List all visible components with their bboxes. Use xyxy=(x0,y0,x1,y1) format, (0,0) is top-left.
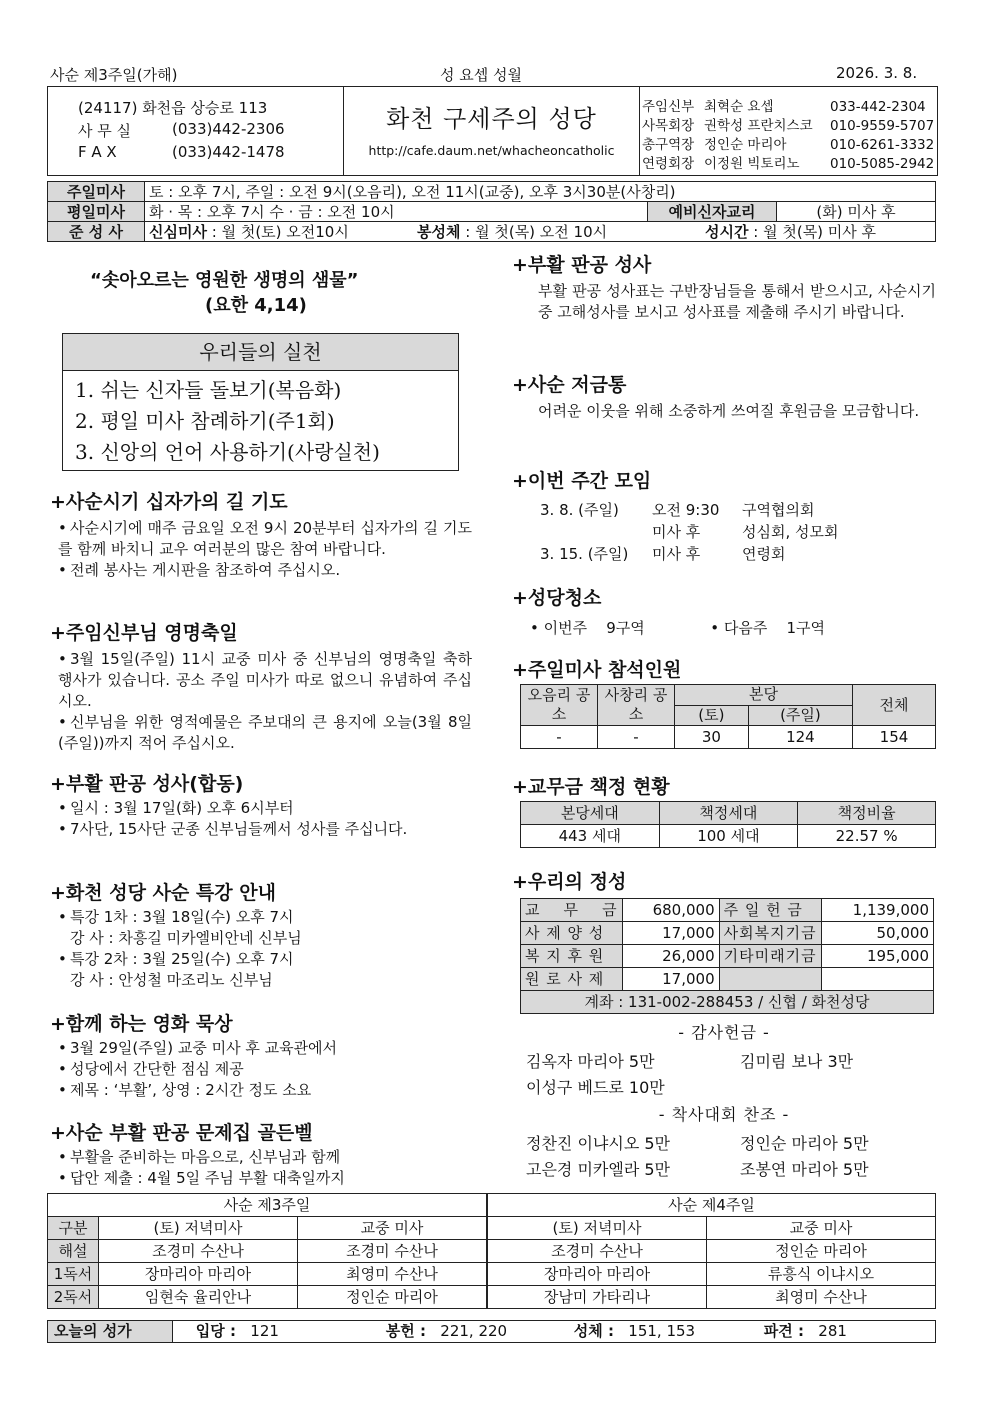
staff-role: 주임신부 xyxy=(642,99,695,115)
offering-amount: 195,000 xyxy=(821,945,933,968)
offering-amount: 17,000 xyxy=(622,922,719,945)
offering-amount: 680,000 xyxy=(622,899,719,922)
roster-col-sat: (토) 저녁미사 xyxy=(99,1217,298,1240)
roster-person: 최영미 수산나 xyxy=(707,1286,936,1309)
section-item: 강 사 : 차흥길 미카엘비안네 신부님 xyxy=(70,929,302,947)
catechumen-label: 예비신자교리 xyxy=(648,202,777,222)
right-offering xyxy=(512,867,936,894)
staff-phone: 010-9559-5707 xyxy=(830,118,935,134)
offering-amount: 1,139,000 xyxy=(821,899,933,922)
offering-label: 기타미래기금 xyxy=(719,945,821,968)
roster-col-main: 교중 미사 xyxy=(298,1217,488,1240)
roster-role: 1독서 xyxy=(48,1263,99,1286)
roster-col-sat: (토) 저녁미사 xyxy=(487,1217,707,1240)
section-title: 부활 판공 성사 xyxy=(527,254,652,276)
right-confession xyxy=(512,250,936,323)
meeting-date: 3. 15. (주일) xyxy=(540,545,629,563)
mass-schedule-table xyxy=(47,181,936,242)
fax-label: F A X xyxy=(78,143,117,161)
cross-icon: + xyxy=(512,470,528,492)
cross-icon: + xyxy=(512,374,528,396)
roster-table xyxy=(47,1193,936,1309)
section-title: 부활 판공 성사(합동) xyxy=(65,773,244,795)
hymn-communion: 151, 153 xyxy=(628,1322,696,1340)
section-item: 답안 제출 : 4월 5일 주님 부활 대축일까지 xyxy=(70,1169,345,1187)
dues-header: 책정비율 xyxy=(798,802,936,825)
offering-amount: 26,000 xyxy=(622,945,719,968)
section-item: 부활을 준비하는 마음으로, 신부님과 함께 xyxy=(70,1148,341,1166)
thanks-donor: 김옥자 마리아 5만 xyxy=(526,1052,655,1071)
attendance-table xyxy=(520,684,936,749)
week3-header: 사순 제3주일 xyxy=(48,1194,488,1217)
value-sunday: 124 xyxy=(748,726,852,749)
section-item: 일시 : 3월 17일(화) 오후 6시부터 xyxy=(70,799,294,817)
section-title: 사순시기 십자가의 길 기도 xyxy=(65,491,288,513)
practice-title: 우리들의 실천 xyxy=(63,334,458,371)
roster-person: 조경미 수산나 xyxy=(99,1240,298,1263)
section-item: 제목 : ‘부활’, 상영 : 2시간 정도 소요 xyxy=(70,1081,312,1099)
hymns-title: 오늘의 성가 xyxy=(48,1321,173,1342)
cleaning-this-area: 9구역 xyxy=(606,619,645,637)
hymn-entry-label: 입당 : xyxy=(195,1322,236,1340)
staff-phone: 033-442-2304 xyxy=(830,99,926,115)
section-title: 이번 주간 모임 xyxy=(527,470,652,492)
confession-text: 부활 판공 성사표는 구반장님들을 통해서 받으시고, 사순시기 중 고해성사를 보시고 성사표를 제출해 주시기 바랍니다. xyxy=(538,282,936,321)
announcement-confession: +부활 판공 성사(합동) • 일시 : 3월 17일(화) 오후 6시부터 • 7사단, 15사단 군종 신부님들께서 성사를 주십니다. xyxy=(50,773,408,838)
dues-table xyxy=(520,801,936,848)
section-item: 특강 2차 : 3월 25일(수) 오후 7시 xyxy=(70,950,294,968)
prep-item-text: : 월 첫(목) 오전 10시 xyxy=(465,222,608,241)
meeting-date: 3. 8. (주일) xyxy=(540,501,619,519)
cross-icon: + xyxy=(512,871,528,893)
prep-sacrament-row xyxy=(145,222,936,242)
hymns-bar xyxy=(47,1320,936,1343)
quote-reference: (요한 4,14) xyxy=(205,295,307,316)
section-title: 사순 저금통 xyxy=(527,374,627,396)
section-item: 3월 15일(주일) 11시 교중 미사 중 신부님의 영명축일 축하 행사가 있습니다. 공소 주일 미사가 따로 없으니 유념하여 주십시오. xyxy=(58,650,472,710)
church-url[interactable]: http://cafe.daum.net/whacheoncatholic xyxy=(368,143,615,158)
right-meetings xyxy=(512,466,936,565)
cross-icon: + xyxy=(50,491,66,513)
sponsor-donor: 조봉연 마리아 5만 xyxy=(740,1160,869,1179)
savings-text: 어려운 이웃을 위해 소중하게 쓰여질 후원금을 모금합니다. xyxy=(538,402,920,420)
meeting-name: 성심회, 성모회 xyxy=(742,523,839,541)
prep-sacrament-label: 준 성 사 xyxy=(48,222,145,242)
practice-box xyxy=(62,333,459,471)
roster-row xyxy=(48,1240,936,1263)
right-savings xyxy=(512,370,936,422)
church-name: 화천 구세주의 성당 xyxy=(386,105,597,133)
section-item: 신부님을 위한 영적예물은 주보대의 큰 용지에 오늘(3월 8일(주일))까지 적어 주십시오. xyxy=(58,713,472,752)
offering-label: 사 제 양 성 xyxy=(521,922,623,945)
value-saturday: 30 xyxy=(675,726,749,749)
offering-row xyxy=(521,899,934,922)
section-title: 화천 성당 사순 특강 안내 xyxy=(65,882,276,904)
sunday-mass-times: 토 : 오후 7시, 주일 : 오전 9시(오음리), 오전 11시(교중), 오후 3시30분(사창리) xyxy=(145,182,936,202)
announcement-lecture: +화천 성당 사순 특강 안내 • 특강 1차 : 3월 18일(수) 오후 7시 강 사 : 차흥길 미카엘비안네 신부님 • 특강 2차 : 3월 25일(수) 오후 7시 강 사 : 안성철 마조리노 신부님 xyxy=(50,882,302,989)
office-label: 사 무 실 xyxy=(78,122,132,140)
cross-icon: + xyxy=(512,587,528,609)
header-main-parish: 본당 xyxy=(675,685,853,706)
cross-icon: + xyxy=(512,776,528,798)
header-saturday: (토) xyxy=(675,705,749,726)
staff-phone: 010-5085-2942 xyxy=(830,156,935,172)
cleaning-next-label: 다음주 xyxy=(723,619,768,637)
cleaning-next-area: 1구역 xyxy=(786,619,825,637)
hymn-offertory: 221, 220 xyxy=(440,1322,508,1340)
announcement-movie: +함께 하는 영화 묵상 • 3월 29일(주일) 교중 미사 후 교육관에서 • 성당에서 간단한 점심 제공 • 제목 : ‘부활’, 상영 : 2시간 정도 소요 xyxy=(50,1013,338,1099)
staff-role: 연령회장 xyxy=(642,156,695,172)
section-title: 우리의 정성 xyxy=(527,871,627,893)
section-item: 특강 1차 : 3월 18일(수) 오후 7시 xyxy=(70,908,294,926)
dues-value: 100 세대 xyxy=(659,825,798,848)
hymn-dismissal-label: 파견 : xyxy=(763,1322,804,1340)
section-item: 7사단, 15사단 군종 신부님들께서 성사를 주십니다. xyxy=(70,820,408,838)
roster-col-label: 구분 xyxy=(48,1217,99,1240)
roster-row xyxy=(48,1263,936,1286)
value-total: 154 xyxy=(853,726,936,749)
offering-label: 교 무 금 xyxy=(521,899,623,922)
offering-label: 복 지 후 원 xyxy=(521,945,623,968)
cross-icon: + xyxy=(512,254,528,276)
hymn-entry: 121 xyxy=(250,1322,279,1340)
hymn-offertory-label: 봉헌 : xyxy=(385,1322,426,1340)
staff-name: 권학성 프란치스코 xyxy=(704,118,813,134)
roster-person: 장마리아 마리아 xyxy=(487,1263,707,1286)
offering-amount: 50,000 xyxy=(821,922,933,945)
roster-person: 장남미 가타리나 xyxy=(487,1286,707,1309)
roster-col-main: 교중 미사 xyxy=(707,1217,936,1240)
header-oeum: 오음리 공소 xyxy=(521,685,598,726)
postal-address: (24117) 화천읍 상승로 113 xyxy=(78,99,268,117)
header-sachang: 사창리 공소 xyxy=(598,685,675,726)
liturgical-day: 사순 제3주일(가해) xyxy=(50,66,178,84)
section-title: 함께 하는 영화 묵상 xyxy=(65,1013,233,1035)
section-title: 주일미사 참석인원 xyxy=(527,659,682,681)
prep-item-label: 봉성체 xyxy=(417,222,461,241)
staff-phone: 010-6261-3332 xyxy=(830,137,935,153)
sunday-mass-label: 주일미사 xyxy=(48,182,145,202)
roster-person: 최영미 수산나 xyxy=(298,1263,488,1286)
hymn-communion-label: 성체 : xyxy=(573,1322,614,1340)
staff-role: 총구역장 xyxy=(642,137,695,153)
contact-block xyxy=(48,87,344,175)
staff-name: 이정원 빅토리노 xyxy=(704,156,800,172)
header-total: 전체 xyxy=(853,685,936,726)
section-item: 3월 29일(주일) 교중 미사 후 교육관에서 xyxy=(70,1039,338,1057)
staff-row xyxy=(642,114,934,134)
section-title: 주임신부님 영명축일 xyxy=(65,622,238,644)
practice-item: 2. 평일 미사 참례하기(주1회) xyxy=(75,409,335,433)
week4-header: 사순 제4주일 xyxy=(487,1194,936,1217)
offering-table xyxy=(520,898,934,1014)
bulletin-date: 2026. 3. 8. xyxy=(836,64,918,82)
month-dedication: 성 요셉 성월 xyxy=(440,66,522,84)
roster-person: 장마리아 마리아 xyxy=(99,1263,298,1286)
practice-item: 1. 쉬는 신자들 돌보기(복음화) xyxy=(75,378,342,402)
prep-item-text: : 월 첫(토) 오전10시 xyxy=(211,222,349,241)
prep-item-text: : 월 첫(목) 미사 후 xyxy=(753,222,877,241)
announcement-feast: +주임신부님 영명축일 • 3월 15일(주일) 11시 교중 미사 중 신부님의 영명축일 축하 행사가 있습니다. 공소 주일 미사가 따로 없으니 유념하여 주십시오. • 신부님을 위한 영적예물은 주보대의 큰 용지에 오늘(3월 8일(주일))까지 적어 주십시오. xyxy=(50,622,472,752)
fax-number: (033)442-1478 xyxy=(172,143,285,161)
staff-block xyxy=(640,87,937,175)
roster-person: 조경미 수산나 xyxy=(298,1240,488,1263)
roster-person: 임현숙 율리안나 xyxy=(99,1286,298,1309)
cross-icon: + xyxy=(512,659,528,681)
sponsor-donor: 고은경 미카엘라 5만 xyxy=(526,1160,670,1179)
meeting-time: 오전 9:30 xyxy=(652,501,720,519)
staff-name: 최혁순 요셉 xyxy=(704,99,774,115)
meeting-name: 구역협의회 xyxy=(742,501,815,519)
cross-icon: + xyxy=(50,1013,66,1035)
section-title: 교무금 책정 현황 xyxy=(527,776,670,798)
staff-row xyxy=(642,152,934,172)
section-item: 강 사 : 안성철 마조리노 신부님 xyxy=(70,971,273,989)
cross-icon: + xyxy=(50,773,66,795)
section-title: 성당청소 xyxy=(527,587,602,609)
announcement-goldenbell: +사순 부활 판공 문제집 골든벨 • 부활을 준비하는 마음으로, 신부님과 함께 • 답안 제출 : 4월 5일 주님 부활 대축일까지 xyxy=(50,1122,345,1187)
thanks-title: - 감사헌금 - xyxy=(678,1023,770,1042)
section-title: 사순 부활 판공 문제집 골든벨 xyxy=(65,1122,313,1144)
staff-row xyxy=(642,133,934,153)
roster-row xyxy=(48,1286,936,1309)
offering-label: 주 일 헌 금 xyxy=(719,899,821,922)
right-attendance xyxy=(512,655,936,682)
meeting-name: 연령회 xyxy=(742,545,786,563)
quote-text: “솟아오르는 영원한 생명의 샘물” xyxy=(90,270,359,291)
weekday-mass-label: 평일미사 xyxy=(48,202,145,222)
roster-person: 류흥식 이냐시오 xyxy=(707,1263,936,1286)
catechumen-time: (화) 미사 후 xyxy=(777,202,936,222)
right-dues xyxy=(512,772,936,799)
section-item: 전례 봉사는 게시판을 참조하여 주십시오. xyxy=(70,561,341,579)
dues-header: 책정세대 xyxy=(659,802,798,825)
announcement-stations: +사순시기 십자가의 길 기도 • 사순시기에 매주 금요일 오전 9시 20분부터 십자가의 길 기도를 함께 바치니 교우 여러분의 많은 참여 바랍니다. • 전례 봉사는 게시판을 참조하여 주십시오. xyxy=(50,491,472,579)
meeting-time: 미사 후 xyxy=(652,545,701,563)
offering-label xyxy=(719,968,821,991)
church-block xyxy=(344,87,640,175)
offering-amount xyxy=(821,968,933,991)
right-cleaning: +성당청소 • 이번주 9구역 • 다음주 1구역 xyxy=(512,587,825,637)
roster-person: 정인순 마리아 xyxy=(707,1240,936,1263)
offering-row xyxy=(521,945,934,968)
meeting-time: 미사 후 xyxy=(652,523,701,541)
roster-role: 2독서 xyxy=(48,1286,99,1309)
header-sunday: (주일) xyxy=(748,705,852,726)
roster-role: 해설 xyxy=(48,1240,99,1263)
section-item: 사순시기에 매주 금요일 오전 9시 20분부터 십자가의 길 기도를 함께 바치니 교우 여러분의 많은 참여 바랍니다. xyxy=(58,519,472,558)
offering-amount: 17,000 xyxy=(622,968,719,991)
dues-header: 본당세대 xyxy=(521,802,660,825)
offering-label: 원 로 사 제 xyxy=(521,968,623,991)
thanks-donor: 김미림 보나 3만 xyxy=(740,1052,854,1071)
sponsor-donor: 정인순 마리아 5만 xyxy=(740,1134,869,1153)
value-oeum: - xyxy=(521,726,598,749)
cleaning-this-label: 이번주 xyxy=(543,619,588,637)
header-box xyxy=(47,86,938,176)
prep-item-label: 성시간 xyxy=(705,222,749,241)
cross-icon: + xyxy=(50,882,66,904)
offering-row xyxy=(521,968,934,991)
hymn-dismissal: 281 xyxy=(818,1322,847,1340)
weekday-mass-times: 화 · 목 : 오후 7시 수 · 금 : 오전 10시 xyxy=(145,202,648,222)
prep-item-label: 신심미사 xyxy=(149,222,207,241)
staff-role: 사목회장 xyxy=(642,118,695,134)
practice-item: 3. 신앙의 언어 사용하기(사랑실천) xyxy=(75,440,380,464)
value-sachang: - xyxy=(598,726,675,749)
cross-icon: + xyxy=(50,622,66,644)
offering-label: 사회복지기금 xyxy=(719,922,821,945)
roster-person: 조경미 수산나 xyxy=(487,1240,707,1263)
dues-value: 22.57 % xyxy=(798,825,936,848)
account-info: 계좌 : 131-002-288453 / 신협 / 화천성당 xyxy=(521,991,934,1014)
sponsor-donor: 정찬진 이냐시오 5만 xyxy=(526,1134,670,1153)
dues-value: 443 세대 xyxy=(521,825,660,848)
staff-row xyxy=(642,95,926,115)
thanks-donor: 이성구 베드로 10만 xyxy=(526,1078,665,1097)
staff-name: 정인순 마리아 xyxy=(704,137,787,153)
section-item: 성당에서 간단한 점심 제공 xyxy=(70,1060,244,1078)
cross-icon: + xyxy=(50,1122,66,1144)
office-phone: (033)442-2306 xyxy=(172,120,285,138)
roster-person: 정인순 마리아 xyxy=(298,1286,488,1309)
sponsor-title: - 착사대회 찬조 - xyxy=(658,1105,790,1124)
offering-row xyxy=(521,922,934,945)
